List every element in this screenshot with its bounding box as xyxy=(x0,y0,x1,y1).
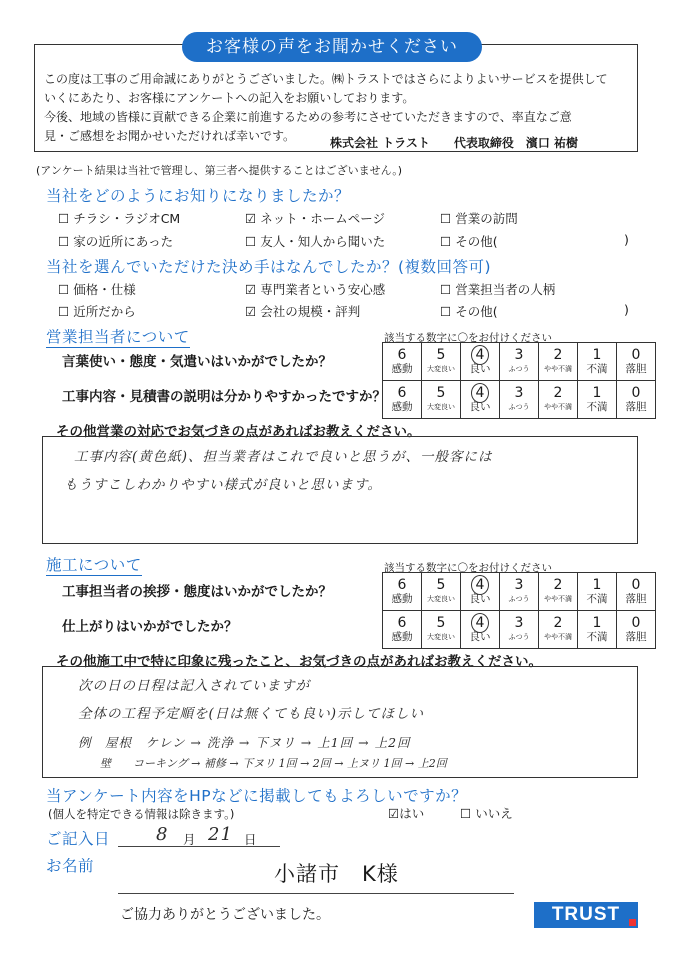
rating-cell[interactable] xyxy=(617,611,656,649)
company-signature: 株式会社 トラスト 代表取締役 濱口 祐樹 xyxy=(330,136,578,150)
rating-number: 4 xyxy=(475,384,485,401)
checkbox-icon[interactable]: ☐ xyxy=(58,234,70,249)
rating-number: 4 xyxy=(475,614,485,631)
rating-cell[interactable] xyxy=(383,611,422,649)
q1-option[interactable]: ☑ ネット・ホームページ xyxy=(245,211,385,226)
rating-label: ふつう xyxy=(508,364,530,373)
rating-number: 3 xyxy=(514,614,524,631)
construction-question-b: 仕上がりはいかがでしたか？ xyxy=(62,619,238,635)
construction-comment-line: 全体の工程予定順を(日は無くても良い)示してほしい xyxy=(78,706,425,722)
close-paren: ) xyxy=(624,232,629,247)
rating-label: 良い xyxy=(469,592,491,605)
rating-label: 良い xyxy=(469,630,491,643)
rating-number: 0 xyxy=(631,346,641,363)
intro-line: 見・ご感想をお聞かせいただければ幸いです。 xyxy=(44,129,296,143)
rating-label: やや不満 xyxy=(544,402,572,411)
selected-circle-mark xyxy=(471,575,489,595)
rating-cell[interactable] xyxy=(539,343,578,381)
construction-rating-row-a xyxy=(383,573,656,611)
rating-cell[interactable] xyxy=(383,573,422,611)
selected-circle-mark xyxy=(471,345,489,365)
day-unit: 日 xyxy=(244,832,257,847)
q2-heading: 当社を選んでいただけた決め手はなんでしたか？(複数回答可) xyxy=(46,258,492,276)
construction-comment-line: 例 屋根 ケレン → 洗浄 → 下ヌリ → 上1回 → 上2回 xyxy=(78,735,411,750)
q2-option[interactable]: ☑ 会社の規模・評判 xyxy=(245,304,361,319)
checkbox-icon[interactable]: ☐ xyxy=(440,234,452,249)
rating-cell[interactable] xyxy=(578,573,617,611)
rating-cell[interactable] xyxy=(500,573,539,611)
rating-cell[interactable] xyxy=(617,573,656,611)
construction-rating-table xyxy=(382,572,656,649)
rating-cell[interactable] xyxy=(539,611,578,649)
rating-cell[interactable] xyxy=(578,611,617,649)
rating-label: やや不満 xyxy=(544,364,572,373)
name-label: お名前 xyxy=(46,857,95,875)
rating-cell[interactable] xyxy=(422,611,461,649)
rating-number: 2 xyxy=(553,346,563,363)
checkbox-icon[interactable]: ☐ xyxy=(440,211,452,226)
rating-cell[interactable] xyxy=(461,343,500,381)
rating-cell[interactable] xyxy=(461,381,500,419)
entry-day-value: 21 xyxy=(208,824,233,845)
rating-number: 6 xyxy=(397,346,407,363)
rating-cell[interactable] xyxy=(422,343,461,381)
rating-number: 3 xyxy=(514,346,524,363)
rating-cell[interactable] xyxy=(539,381,578,419)
rating-cell[interactable] xyxy=(617,381,656,419)
entry-date-label: ご記入日 xyxy=(46,830,111,848)
construction-rating-row-b xyxy=(383,611,656,649)
rating-label: やや不満 xyxy=(544,632,572,641)
rating-label: 感動 xyxy=(391,630,413,643)
rating-cell[interactable] xyxy=(500,611,539,649)
rating-label: ふつう xyxy=(508,632,530,641)
rating-cell[interactable] xyxy=(383,343,422,381)
q1-option[interactable]: ☐ 営業の訪問 xyxy=(440,211,518,226)
form-title: お客様の声をお聞かせください xyxy=(182,32,482,62)
rating-label: 大変良い xyxy=(427,632,455,641)
rating-number: 5 xyxy=(436,346,446,363)
sales-rating-row-a xyxy=(383,343,656,381)
privacy-note: (アンケート結果は当社で管理し、第三者へ提供することはございません。) xyxy=(36,164,403,177)
q2-option[interactable]: ☐ 営業担当者の人柄 xyxy=(440,282,556,297)
publish-heading: 当アンケート内容をHPなどに掲載してもよろしいですか？ xyxy=(46,787,468,805)
trust-logo: TRUST xyxy=(534,902,638,928)
rating-label: 感動 xyxy=(391,362,413,375)
rating-number: 5 xyxy=(436,384,446,401)
rating-cell[interactable] xyxy=(422,381,461,419)
rating-label: 不満 xyxy=(586,630,608,643)
rating-number: 4 xyxy=(475,346,485,363)
q2-option[interactable]: ☑ 専門業者という安心感 xyxy=(245,282,386,297)
sales-heading: 営業担当者について xyxy=(46,325,190,348)
sales-scale-note: 該当する数字に〇をお付けください xyxy=(384,332,552,344)
selected-circle-mark xyxy=(471,383,489,403)
q1-option[interactable]: ☐ その他( xyxy=(440,234,498,249)
construction-comment-line: 次の日の日程は記入されていますが xyxy=(78,678,310,694)
sales-rating-row-b xyxy=(383,381,656,419)
publish-yes-option[interactable]: ☑はい xyxy=(388,806,425,821)
rating-label: 不満 xyxy=(586,362,608,375)
sales-comment-line: 工事内容(黄色紙)、担当業者はこれで良いと思うが、一般客には xyxy=(74,449,493,465)
rating-label: 大変良い xyxy=(427,364,455,373)
rating-cell[interactable] xyxy=(422,573,461,611)
checked-checkbox-icon[interactable]: ☑ xyxy=(245,282,257,297)
checkbox-icon[interactable]: ☐ xyxy=(58,211,70,226)
q1-option[interactable]: ☐ チラシ・ラジオCM xyxy=(58,211,181,226)
rating-number: 6 xyxy=(397,576,407,593)
intro-line: 今後、地域の皆様に貢献できる企業に前進するための参考にさせていただきますので、率直なご意 xyxy=(44,110,572,124)
rating-number: 3 xyxy=(514,576,524,593)
checkbox-icon[interactable]: ☐ xyxy=(58,282,70,297)
construction-comment-line: 壁 コーキング → 補修 → 下ヌリ 1回 → 2回 → 上ヌリ 1回 → 上2回 xyxy=(78,757,447,770)
construction-scale-note: 該当する数字に〇をお付けください xyxy=(384,562,552,574)
rating-label: ふつう xyxy=(508,402,530,411)
rating-number: 1 xyxy=(592,346,602,363)
rating-label: 大変良い xyxy=(427,402,455,411)
checkbox-icon[interactable]: ☐ xyxy=(440,304,452,319)
checked-checkbox-icon[interactable]: ☑ xyxy=(388,806,400,821)
construction-question-a: 工事担当者の挨拶・態度はいかがでしたか？ xyxy=(62,584,332,600)
rating-number: 5 xyxy=(436,576,446,593)
rating-cell[interactable] xyxy=(578,343,617,381)
rating-cell[interactable] xyxy=(500,381,539,419)
rating-label: 感動 xyxy=(391,592,413,605)
q2-option[interactable]: ☐ 価格・仕様 xyxy=(58,282,136,297)
rating-number: 2 xyxy=(553,384,563,401)
rating-number: 0 xyxy=(631,576,641,593)
checkbox-icon[interactable]: ☐ xyxy=(440,282,452,297)
rating-label: 落胆 xyxy=(625,362,647,375)
q1-option[interactable]: ☐ 家の近所にあった xyxy=(58,234,174,249)
rating-number: 0 xyxy=(631,384,641,401)
rating-number: 1 xyxy=(592,576,602,593)
sales-rating-table xyxy=(382,342,656,419)
q1-heading: 当社をどのようにお知りになりましたか？ xyxy=(46,187,351,205)
name-value: 小諸市 K様 xyxy=(274,862,399,886)
rating-label: 良い xyxy=(469,362,491,375)
rating-number: 2 xyxy=(553,614,563,631)
sales-comment-prompt: その他営業の対応でお気づきの点があればお教えください。 xyxy=(56,424,421,440)
rating-label: 落胆 xyxy=(625,630,647,643)
rating-number: 4 xyxy=(475,576,485,593)
rating-label: 不満 xyxy=(586,592,608,605)
intro-line: いくにあたり、お客様にアンケートへの記入をお願いしております。 xyxy=(44,91,415,105)
publish-note: (個人を特定できる情報は除きます。) xyxy=(48,807,235,821)
rating-label: 落胆 xyxy=(625,592,647,605)
rating-cell[interactable] xyxy=(461,573,500,611)
rating-label: 落胆 xyxy=(625,400,647,413)
rating-number: 0 xyxy=(631,614,641,631)
construction-heading: 施工について xyxy=(46,553,142,576)
checkbox-icon[interactable]: ☐ xyxy=(58,304,70,319)
rating-number: 5 xyxy=(436,614,446,631)
logo-dot xyxy=(629,919,636,926)
rating-label: 感動 xyxy=(391,400,413,413)
rating-number: 2 xyxy=(553,576,563,593)
q2-option[interactable]: ☐ その他( xyxy=(440,304,498,319)
selected-circle-mark xyxy=(471,613,489,633)
sales-question-b: 工事内容・見積書の説明は分かりやすかったですか？ xyxy=(62,389,386,405)
name-line xyxy=(118,893,514,894)
month-unit: 月 xyxy=(183,832,196,847)
sales-question-a: 言葉使い・態度・気遣いはいかがでしたか？ xyxy=(62,354,332,370)
rating-cell[interactable] xyxy=(500,343,539,381)
publish-no-option[interactable]: ☐ いいえ xyxy=(460,806,513,821)
q1-option[interactable]: ☐ 友人・知人から聞いた xyxy=(245,234,386,249)
rating-cell[interactable] xyxy=(578,381,617,419)
entry-month-value: 8 xyxy=(156,824,169,845)
rating-cell[interactable] xyxy=(461,611,500,649)
intro-line: この度は工事のご用命誠にありがとうございました。㈱トラストではさらによりよいサービスを提供して xyxy=(44,72,608,86)
rating-label: 大変良い xyxy=(427,594,455,603)
rating-number: 6 xyxy=(397,384,407,401)
construction-comment-prompt: その他施工中で特に印象に残ったこと、お気づきの点があればお教えください。 xyxy=(56,654,542,670)
rating-label: やや不満 xyxy=(544,594,572,603)
checkbox-icon[interactable]: ☐ xyxy=(460,806,472,821)
rating-cell[interactable] xyxy=(539,573,578,611)
rating-cell[interactable] xyxy=(617,343,656,381)
sales-comment-line: もうすこしわかりやすい様式が良いと思います。 xyxy=(64,477,382,493)
thanks-text: ご協力ありがとうございました。 xyxy=(120,907,330,923)
rating-number: 1 xyxy=(592,384,602,401)
rating-number: 3 xyxy=(514,384,524,401)
rating-label: 良い xyxy=(469,400,491,413)
checkbox-icon[interactable]: ☐ xyxy=(245,234,257,249)
close-paren: ) xyxy=(624,302,629,317)
q2-option[interactable]: ☐ 近所だから xyxy=(58,304,136,319)
rating-label: 不満 xyxy=(586,400,608,413)
checked-checkbox-icon[interactable]: ☑ xyxy=(245,211,257,226)
rating-cell[interactable] xyxy=(383,381,422,419)
checked-checkbox-icon[interactable]: ☑ xyxy=(245,304,257,319)
rating-number: 1 xyxy=(592,614,602,631)
rating-number: 6 xyxy=(397,614,407,631)
rating-label: ふつう xyxy=(508,594,530,603)
